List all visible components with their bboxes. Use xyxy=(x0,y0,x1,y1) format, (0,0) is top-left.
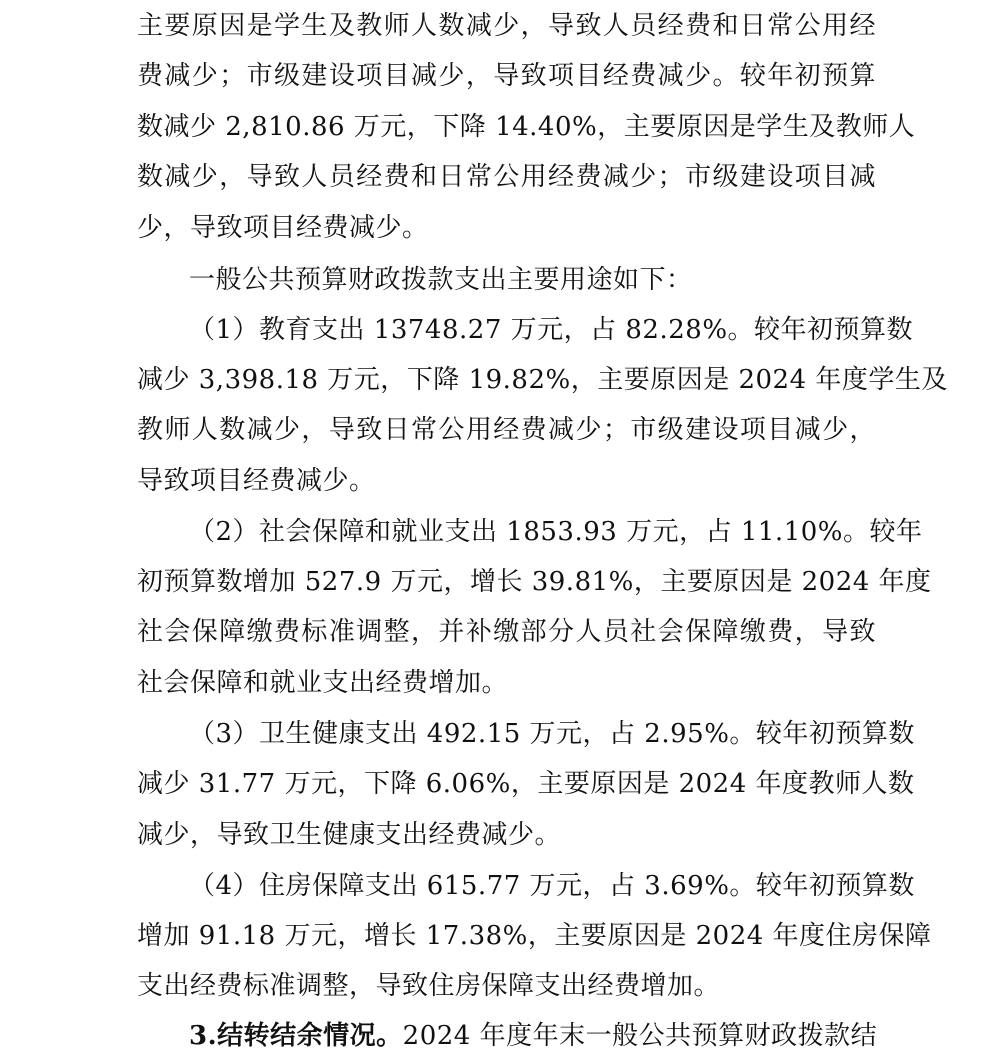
section-heading: 3.结转结余情况。 xyxy=(189,1021,403,1051)
paragraph-line: 主要原因是学生及教师人数减少，导致人员经费和日常公用经 xyxy=(137,11,876,41)
paragraph-line: 减少 3,398.18 万元，下降 19.82%，主要原因是 2024 年度学生及 xyxy=(137,365,948,395)
paragraph-line: （3）卫生健康支出 492.15 万元，占 2.95%。较年初预算数 xyxy=(189,719,915,749)
paragraph-line: 初预算数增加 527.9 万元，增长 39.81%，主要原因是 2024 年度 xyxy=(137,567,932,597)
paragraph-line: 导致项目经费减少。 xyxy=(137,466,376,496)
paragraph-line: （2）社会保障和就业支出 1853.93 万元，占 11.10%。较年 xyxy=(189,517,923,547)
paragraph-line: 减少 31.77 万元，下降 6.06%，主要原因是 2024 年度教师人数 xyxy=(137,769,915,799)
paragraph-line: 少，导致项目经费减少。 xyxy=(137,213,429,243)
paragraph-line: 教师人数减少，导致日常公用经费减少；市级建设项目减少， xyxy=(137,415,876,445)
paragraph-line: 减少，导致卫生健康支出经费减少。 xyxy=(137,820,562,850)
paragraph-line: 数减少 2,810.86 万元，下降 14.40%，主要原因是学生及教师人 xyxy=(137,112,916,142)
paragraph-line: （1）教育支出 13748.27 万元，占 82.28%。较年初预算数 xyxy=(189,315,914,345)
paragraph-line: 增加 91.18 万元，增长 17.38%，主要原因是 2024 年度住房保障 xyxy=(137,921,932,951)
paragraph-line: 社会保障和就业支出经费增加。 xyxy=(137,668,509,698)
paragraph-line: （4）住房保障支出 615.77 万元，占 3.69%。较年初预算数 xyxy=(189,871,915,901)
paragraph-line: 社会保障缴费标准调整，并补缴部分人员社会保障缴费，导致 xyxy=(137,617,876,647)
section-line xyxy=(189,1019,876,1053)
section-text: 2024 年度年末一般公共预算财政拨款结 xyxy=(402,1021,878,1051)
paragraph-line: 费减少；市级建设项目减少，导致项目经费减少。较年初预算 xyxy=(137,61,876,91)
paragraph-line: 支出经费标准调整，导致住房保障支出经费增加。 xyxy=(137,971,721,1001)
paragraph-line: 数减少，导致人员经费和日常公用经费减少；市级建设项目减 xyxy=(137,162,876,192)
paragraph-line: 一般公共预算财政拨款支出主要用途如下： xyxy=(189,265,693,295)
